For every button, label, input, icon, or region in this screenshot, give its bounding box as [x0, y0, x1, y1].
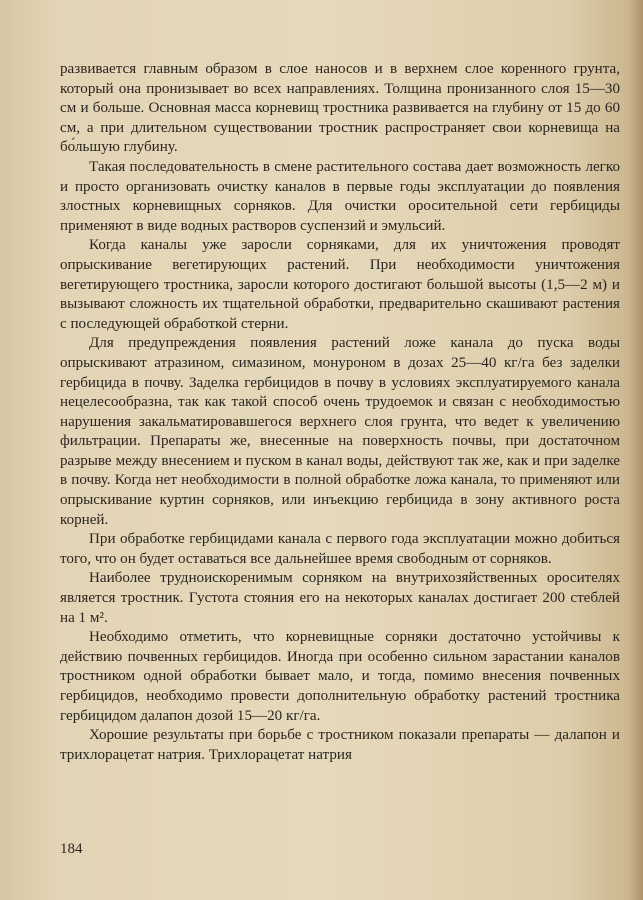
paragraph-3: Когда каналы уже заросли сорняками, для их уничтожения проводят опрыскивание вегетирующих растений. При необходимости уничтожения вегетирующего тростника, заросли которого достигают большой высоты (1,5—2 м) и вызывают сложность их тщательной обработки, предварительно скашивают растения с последующей обработкой стерни.: [60, 237, 620, 332]
page-number: 184: [60, 841, 83, 857]
paragraph-4: Для предупреждения появления растений ложе канала до пуска воды опрыскивают атразином, симазином, монуроном в дозах 25—40 кг/га без заделки гербицида в почву. Заделка гербицидов в почву в условиях эксплуатируемого канала нецелесообразна, так как такой способ очень трудоемок и связан с необходимостью нарушения закальматировавшегося верхнего слоя грунта, что ведет к увеличению фильтрации. Препараты же, внесенные на поверхность почвы, при достаточном разрыве между внесением и пуском в канал воды, действуют так же, как и при заделке в почву. Когда нет необходимости в полной обработке ложа канала, то применяют или опрыскивание куртин сорняков, или инъекцию гербицида в зону активного роста корней.: [60, 335, 620, 528]
paragraph-7: Необходимо отметить, что корневищные сорняки достаточно устойчивы к действию почвенных гербицидов. Иногда при особенно сильном зарастании каналов тростником одной обработки бывает мало, и тогда, помимо внесения почвенных гербицидов, необходимо провести дополнительную обработку растений тростника гербицидом далапон дозой 15—20 кг/га.: [60, 629, 620, 724]
paragraph-2: Такая последовательность в смене растительного состава дает возможность легко и просто организовать очистку каналов в первые годы эксплуатации до появления злостных корневищных сорняков. Для очистки оросительной сети гербициды применяют в виде водных растворов суспензий и эмульсий.: [60, 158, 620, 234]
paragraph-8: Хорошие результаты при борьбе с тростником показали препараты — далапон и трихлорацетат натрия. Трихлорацетат натрия: [60, 727, 620, 763]
page-edge-shadow: [629, 0, 643, 900]
paragraph-6: Наиболее трудноискоренимым сорняком на внутрихозяйственных оросителях является тростник. Густота стояния его на некоторых каналах достигает 200 стеблей на 1 м².: [60, 570, 620, 626]
paragraph-1: развивается главным образом в слое наносов и в верхнем слое коренного грунта, который она пронизывает во всех направлениях. Толщина пронизанного слоя 15—30 см и больше. Основная масса корневищ тростника развивается на глубину от 15 до 60 см, а при длительном существовании тростник распространяет свои корневища на бо́льшую глубину.: [60, 61, 620, 156]
paragraph-5: При обработке гербицидами канала с первого года эксплуатации можно добиться того, что он будет оставаться все дальнейшее время свободным от сорняков.: [60, 531, 620, 567]
body-text: [60, 60, 620, 765]
